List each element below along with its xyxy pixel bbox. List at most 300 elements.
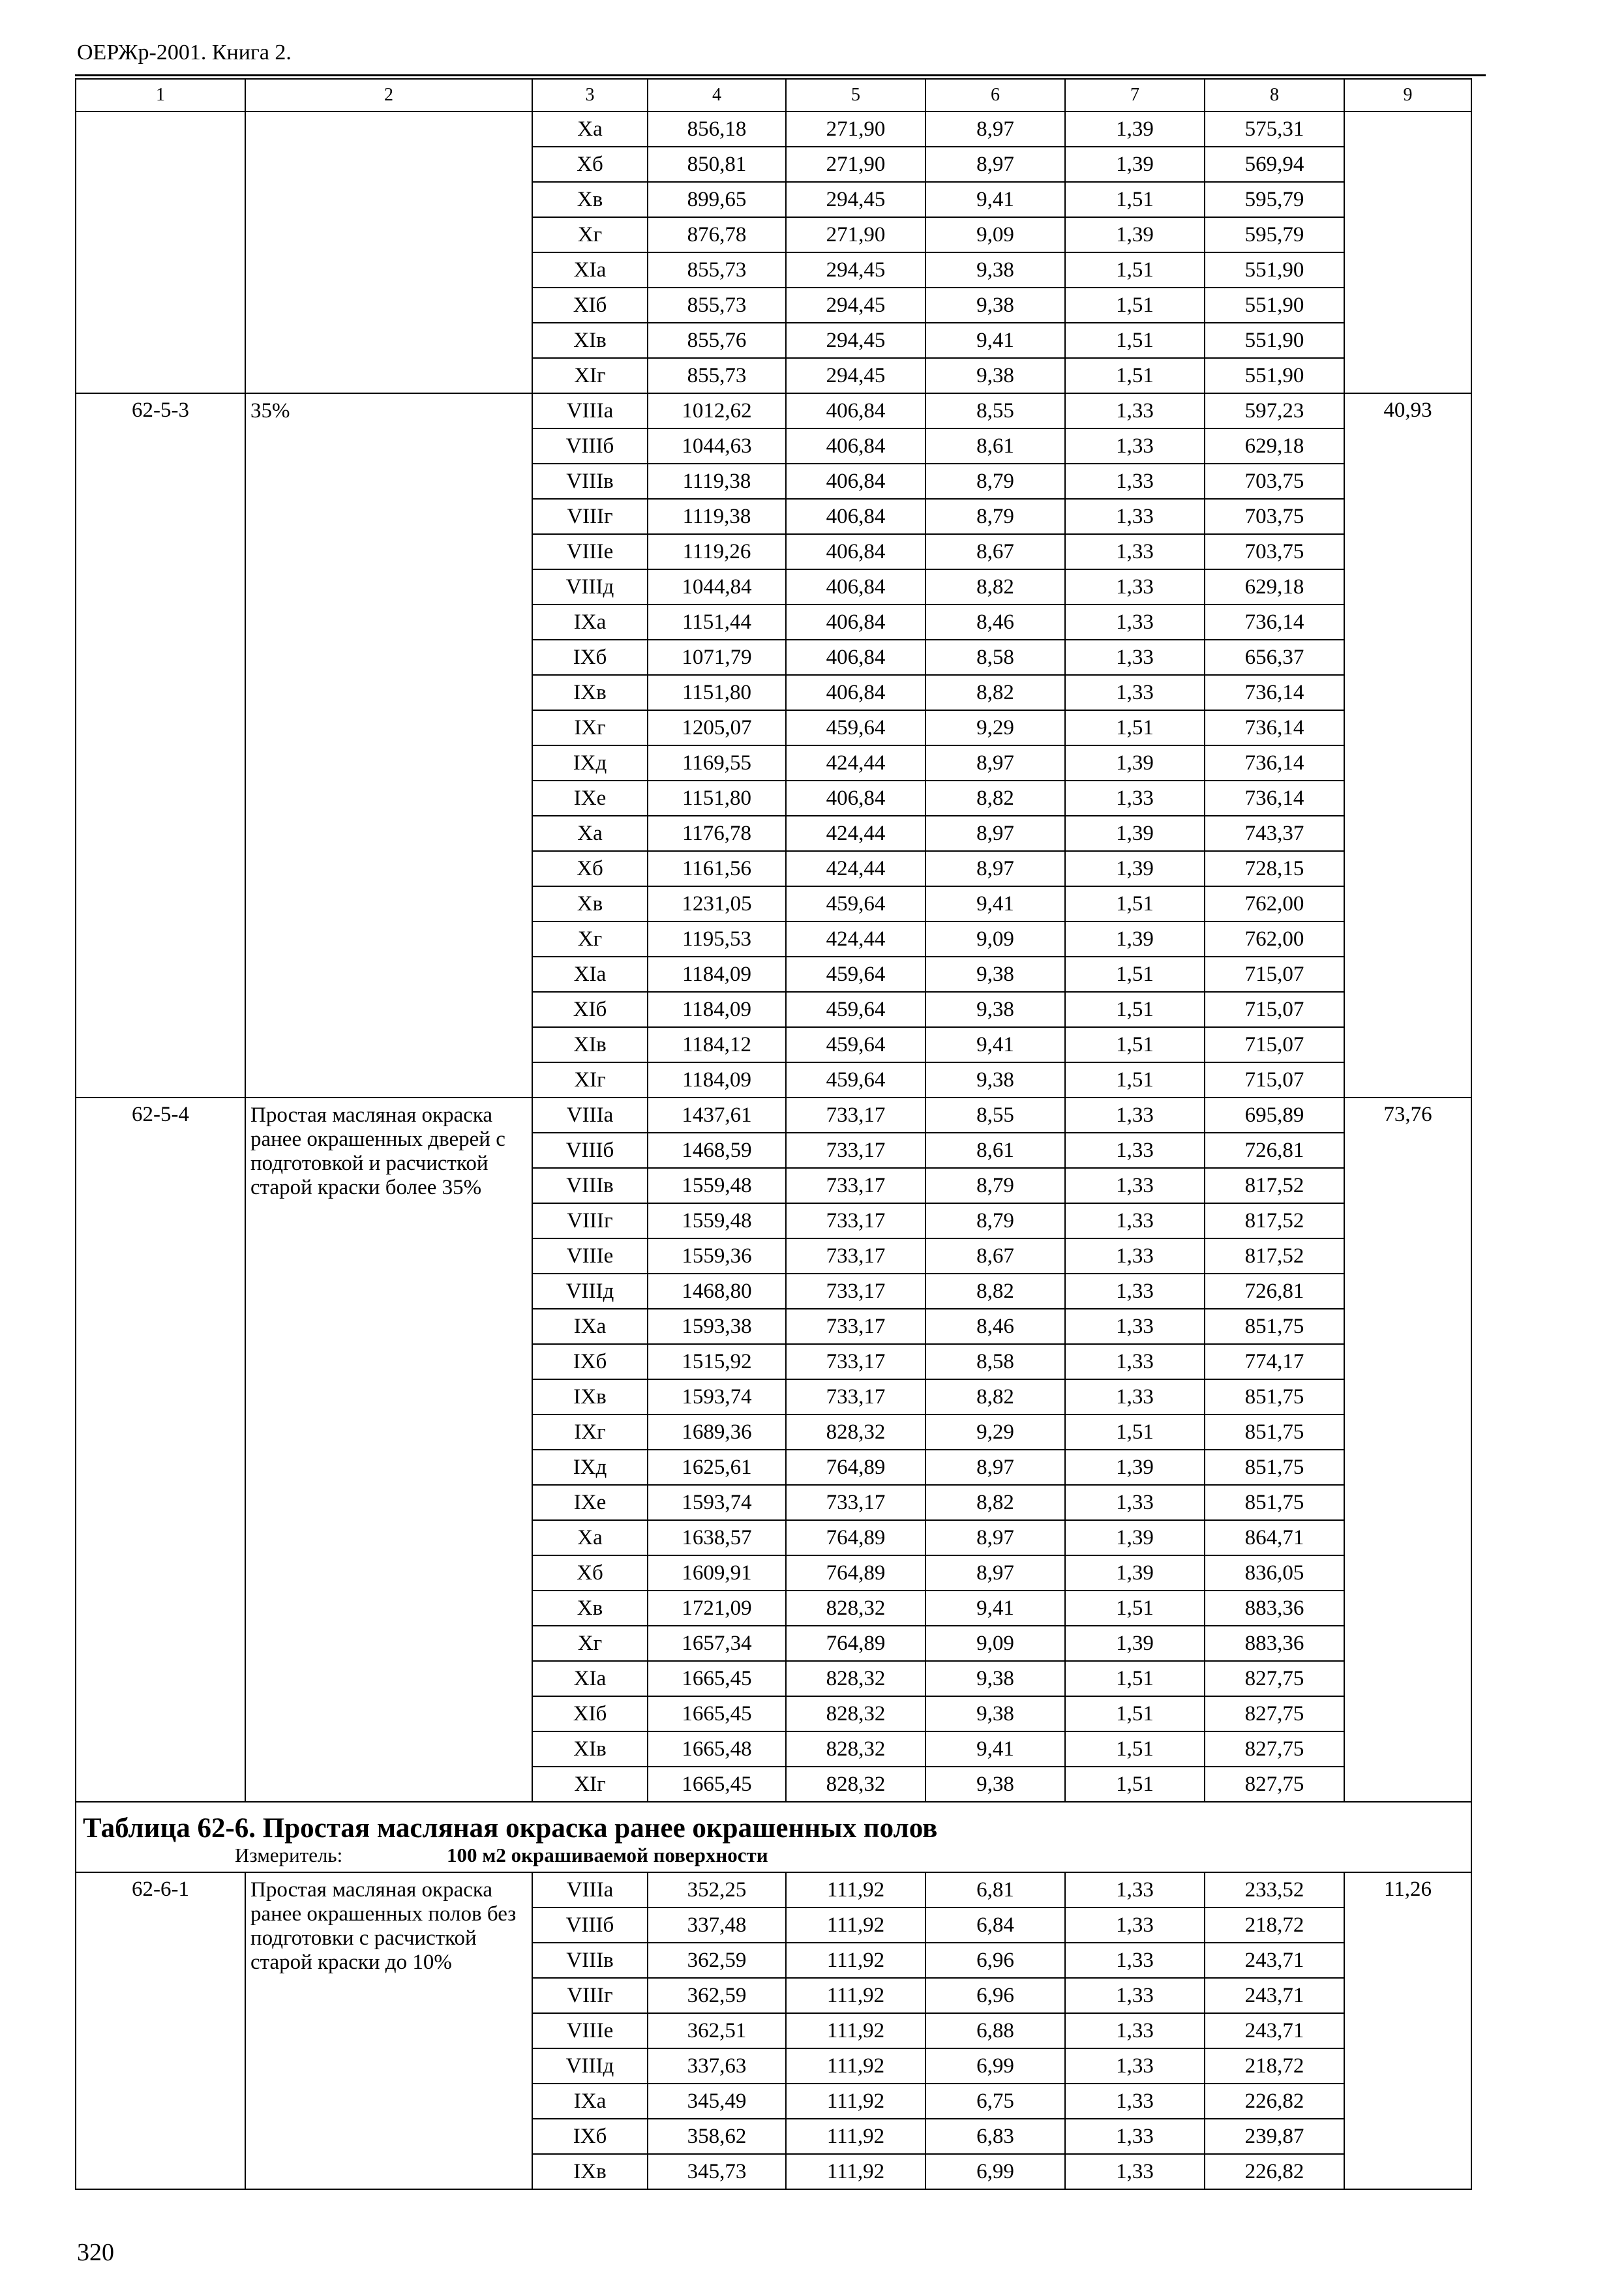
cell-col-4: 856,18	[648, 112, 786, 147]
cell-col-6: 8,46	[925, 1309, 1065, 1344]
cell-col-7: 1,33	[1065, 534, 1205, 569]
cell-col-8: 726,81	[1205, 1274, 1344, 1309]
cell-col-8: 226,82	[1205, 2154, 1344, 2189]
cell-col-7: 1,39	[1065, 1626, 1205, 1661]
cell-col-7: 1,51	[1065, 1414, 1205, 1450]
cell-col-4: 352,25	[648, 1872, 786, 1908]
cell-col-7: 1,33	[1065, 781, 1205, 816]
cell-col-6: 6,75	[925, 2084, 1065, 2119]
cell-col-5: 406,84	[786, 534, 925, 569]
cell-col-8: 243,71	[1205, 2013, 1344, 2048]
cell-col-6: 6,88	[925, 2013, 1065, 2048]
cell-col-8: 851,75	[1205, 1485, 1344, 1520]
cell-col-5: 764,89	[786, 1626, 925, 1661]
cell-col-5: 828,32	[786, 1767, 925, 1802]
cell-col-5: 406,84	[786, 605, 925, 640]
cell-col-4: 1119,38	[648, 464, 786, 499]
cell-col-8: 728,15	[1205, 851, 1344, 886]
cell-col-8: 715,07	[1205, 1027, 1344, 1062]
cell-col-7: 1,39	[1065, 1450, 1205, 1485]
cell-col-4: 1468,59	[648, 1133, 786, 1168]
cell-col-3: IXв	[532, 675, 648, 710]
cell-col-7: 1,33	[1065, 1908, 1205, 1943]
cell-col-8: 656,37	[1205, 640, 1344, 675]
cell-col-8: 703,75	[1205, 464, 1344, 499]
cell-col-3: VIIIг	[532, 499, 648, 534]
cell-col-5: 733,17	[786, 1168, 925, 1203]
cell-col-6: 9,09	[925, 921, 1065, 957]
cell-col-5: 406,84	[786, 464, 925, 499]
cell-col-7: 1,51	[1065, 1591, 1205, 1626]
cell-col-4: 1231,05	[648, 886, 786, 921]
cell-col-8: 851,75	[1205, 1379, 1344, 1414]
cell-col-3: VIIIб	[532, 1133, 648, 1168]
cell-col-3: Ха	[532, 816, 648, 851]
cell-col-5: 111,92	[786, 2013, 925, 2048]
cell-col-3: VIIIв	[532, 1168, 648, 1203]
row-description: Простая масляная окраска ранее окрашенных дверей с подготовкой и расчисткой старой краски более 35%	[245, 1098, 532, 1802]
cell-col-5: 424,44	[786, 745, 925, 781]
row-col9: 40,93	[1344, 393, 1471, 1098]
cell-col-8: 569,94	[1205, 147, 1344, 182]
table-row	[76, 112, 1471, 147]
cell-col-4: 855,73	[648, 252, 786, 288]
cell-col-4: 337,63	[648, 2048, 786, 2084]
cell-col-6: 9,38	[925, 1062, 1065, 1098]
column-number: 5	[786, 79, 925, 112]
row-description: Простая масляная окраска ранее окрашенных полов без подготовки с расчисткой старой краски до 10%	[245, 1872, 532, 2189]
cell-col-4: 1593,74	[648, 1485, 786, 1520]
cell-col-6: 8,82	[925, 675, 1065, 710]
cell-col-3: XIб	[532, 1696, 648, 1731]
cell-col-7: 1,33	[1065, 1168, 1205, 1203]
cell-col-7: 1,33	[1065, 1133, 1205, 1168]
cell-col-4: 1625,61	[648, 1450, 786, 1485]
cell-col-6: 8,58	[925, 640, 1065, 675]
cell-col-6: 6,99	[925, 2154, 1065, 2189]
cell-col-3: IXа	[532, 2084, 648, 2119]
cell-col-4: 855,73	[648, 358, 786, 393]
cell-col-3: VIIIе	[532, 534, 648, 569]
cell-col-8: 703,75	[1205, 499, 1344, 534]
cell-col-8: 629,18	[1205, 569, 1344, 605]
cell-col-7: 1,39	[1065, 1555, 1205, 1591]
cell-col-6: 8,82	[925, 1379, 1065, 1414]
cell-col-4: 345,73	[648, 2154, 786, 2189]
cell-col-3: VIIIв	[532, 464, 648, 499]
cell-col-4: 1437,61	[648, 1098, 786, 1133]
cell-col-8: 774,17	[1205, 1344, 1344, 1379]
column-number: 2	[245, 79, 532, 112]
cell-col-6: 8,79	[925, 1168, 1065, 1203]
cell-col-5: 459,64	[786, 710, 925, 745]
cell-col-3: Хг	[532, 921, 648, 957]
cell-col-8: 851,75	[1205, 1414, 1344, 1450]
cell-col-3: IXд	[532, 745, 648, 781]
cell-col-7: 1,51	[1065, 992, 1205, 1027]
cell-col-8: 736,14	[1205, 710, 1344, 745]
cell-col-7: 1,51	[1065, 358, 1205, 393]
cell-col-8: 883,36	[1205, 1626, 1344, 1661]
cell-col-3: XIг	[532, 358, 648, 393]
cell-col-4: 362,59	[648, 1943, 786, 1978]
cell-col-7: 1,39	[1065, 745, 1205, 781]
cell-col-3: XIа	[532, 252, 648, 288]
cell-col-5: 424,44	[786, 816, 925, 851]
cell-col-4: 855,73	[648, 288, 786, 323]
cell-col-6: 8,97	[925, 1520, 1065, 1555]
cell-col-7: 1,39	[1065, 1520, 1205, 1555]
cell-col-3: IXа	[532, 605, 648, 640]
cell-col-7: 1,33	[1065, 2154, 1205, 2189]
cell-col-6: 6,83	[925, 2119, 1065, 2154]
cell-col-5: 828,32	[786, 1414, 925, 1450]
cell-col-8: 551,90	[1205, 252, 1344, 288]
cell-col-6: 9,41	[925, 323, 1065, 358]
cell-col-3: VIIIа	[532, 393, 648, 428]
column-number: 1	[76, 79, 245, 112]
cell-col-3: VIIIд	[532, 569, 648, 605]
cell-col-6: 8,67	[925, 1238, 1065, 1274]
cell-col-4: 1184,09	[648, 1062, 786, 1098]
cell-col-5: 294,45	[786, 358, 925, 393]
cell-col-7: 1,33	[1065, 675, 1205, 710]
cell-col-3: VIIIе	[532, 1238, 648, 1274]
cell-col-4: 1012,62	[648, 393, 786, 428]
cell-col-8: 883,36	[1205, 1591, 1344, 1626]
cell-col-6: 8,97	[925, 745, 1065, 781]
cell-col-5: 294,45	[786, 323, 925, 358]
cell-col-4: 1161,56	[648, 851, 786, 886]
cell-col-8: 864,71	[1205, 1520, 1344, 1555]
cell-col-3: VIIIб	[532, 1908, 648, 1943]
row-code	[76, 112, 245, 393]
header-rule	[75, 74, 1486, 76]
cell-col-4: 1657,34	[648, 1626, 786, 1661]
cell-col-6: 9,29	[925, 1414, 1065, 1450]
cell-col-6: 8,58	[925, 1344, 1065, 1379]
cell-col-7: 1,33	[1065, 1344, 1205, 1379]
cell-col-6: 8,55	[925, 393, 1065, 428]
cell-col-7: 1,51	[1065, 182, 1205, 217]
column-number: 3	[532, 79, 648, 112]
cell-col-7: 1,51	[1065, 323, 1205, 358]
cell-col-6: 8,79	[925, 499, 1065, 534]
cell-col-3: Хб	[532, 147, 648, 182]
cell-col-5: 406,84	[786, 393, 925, 428]
cell-col-5: 828,32	[786, 1661, 925, 1696]
cell-col-5: 733,17	[786, 1309, 925, 1344]
cell-col-8: 551,90	[1205, 358, 1344, 393]
cell-col-7: 1,33	[1065, 2084, 1205, 2119]
cell-col-5: 733,17	[786, 1344, 925, 1379]
cell-col-7: 1,39	[1065, 816, 1205, 851]
cell-col-8: 226,82	[1205, 2084, 1344, 2119]
cell-col-3: Хв	[532, 886, 648, 921]
meter-value: 100 м2 окрашиваемой поверхности	[447, 1845, 768, 1866]
cell-col-5: 764,89	[786, 1520, 925, 1555]
cell-col-7: 1,51	[1065, 252, 1205, 288]
cell-col-7: 1,33	[1065, 1203, 1205, 1238]
cell-col-7: 1,33	[1065, 2048, 1205, 2084]
row-code: 62-6-1	[76, 1872, 245, 2189]
cell-col-7: 1,33	[1065, 1978, 1205, 2013]
cell-col-8: 827,75	[1205, 1661, 1344, 1696]
cell-col-3: VIIIб	[532, 428, 648, 464]
cell-col-8: 703,75	[1205, 534, 1344, 569]
cell-col-6: 8,82	[925, 569, 1065, 605]
cell-col-6: 8,82	[925, 1274, 1065, 1309]
table-row	[76, 393, 1471, 428]
cell-col-3: XIв	[532, 1731, 648, 1767]
cell-col-3: Хб	[532, 851, 648, 886]
cell-col-6: 8,97	[925, 1450, 1065, 1485]
cell-col-7: 1,33	[1065, 393, 1205, 428]
cell-col-4: 1184,09	[648, 992, 786, 1027]
cell-col-4: 1665,45	[648, 1696, 786, 1731]
cell-col-5: 459,64	[786, 1027, 925, 1062]
cell-col-3: VIIIд	[532, 2048, 648, 2084]
cell-col-6: 9,38	[925, 992, 1065, 1027]
cell-col-3: XIг	[532, 1767, 648, 1802]
cell-col-4: 1559,48	[648, 1168, 786, 1203]
cell-col-6: 8,61	[925, 1133, 1065, 1168]
cell-col-7: 1,51	[1065, 710, 1205, 745]
cell-col-6: 9,29	[925, 710, 1065, 745]
cell-col-3: VIIIе	[532, 2013, 648, 2048]
price-table	[75, 78, 1472, 2190]
cell-col-3: Ха	[532, 1520, 648, 1555]
cell-col-8: 597,23	[1205, 393, 1344, 428]
cell-col-5: 111,92	[786, 2084, 925, 2119]
cell-col-6: 9,38	[925, 288, 1065, 323]
meter-label: Измеритель:	[235, 1845, 343, 1866]
cell-col-7: 1,33	[1065, 1309, 1205, 1344]
cell-col-5: 271,90	[786, 112, 925, 147]
cell-col-5: 733,17	[786, 1098, 925, 1133]
page-number: 320	[77, 2239, 114, 2266]
row-code: 62-5-4	[76, 1098, 245, 1802]
cell-col-5: 111,92	[786, 2154, 925, 2189]
cell-col-4: 855,76	[648, 323, 786, 358]
cell-col-4: 1665,45	[648, 1661, 786, 1696]
cell-col-8: 595,79	[1205, 182, 1344, 217]
cell-col-4: 1184,09	[648, 957, 786, 992]
cell-col-3: XIа	[532, 1661, 648, 1696]
table-row	[76, 1098, 1471, 1133]
cell-col-6: 9,09	[925, 1626, 1065, 1661]
cell-col-7: 1,33	[1065, 428, 1205, 464]
cell-col-4: 358,62	[648, 2119, 786, 2154]
cell-col-5: 406,84	[786, 675, 925, 710]
cell-col-3: XIа	[532, 957, 648, 992]
cell-col-7: 1,33	[1065, 2119, 1205, 2154]
cell-col-5: 733,17	[786, 1379, 925, 1414]
cell-col-6: 9,41	[925, 182, 1065, 217]
cell-col-4: 1151,44	[648, 605, 786, 640]
cell-col-3: Хв	[532, 1591, 648, 1626]
cell-col-6: 9,38	[925, 1661, 1065, 1696]
cell-col-7: 1,33	[1065, 1379, 1205, 1414]
cell-col-3: VIIIа	[532, 1872, 648, 1908]
cell-col-8: 851,75	[1205, 1309, 1344, 1344]
cell-col-5: 459,64	[786, 992, 925, 1027]
cell-col-6: 9,38	[925, 1696, 1065, 1731]
cell-col-5: 828,32	[786, 1591, 925, 1626]
cell-col-3: IXе	[532, 1485, 648, 1520]
cell-col-7: 1,33	[1065, 1098, 1205, 1133]
cell-col-5: 828,32	[786, 1696, 925, 1731]
cell-col-6: 9,38	[925, 358, 1065, 393]
cell-col-7: 1,33	[1065, 640, 1205, 675]
cell-col-4: 1593,74	[648, 1379, 786, 1414]
cell-col-6: 8,97	[925, 1555, 1065, 1591]
cell-col-3: Хг	[532, 217, 648, 252]
cell-col-7: 1,33	[1065, 1238, 1205, 1274]
cell-col-5: 294,45	[786, 288, 925, 323]
meter-cell	[76, 1845, 1471, 1872]
meter-row	[76, 1845, 1471, 1872]
cell-col-8: 736,14	[1205, 605, 1344, 640]
cell-col-6: 6,84	[925, 1908, 1065, 1943]
cell-col-8: 827,75	[1205, 1731, 1344, 1767]
row-code: 62-5-3	[76, 393, 245, 1098]
cell-col-8: 726,81	[1205, 1133, 1344, 1168]
cell-col-4: 876,78	[648, 217, 786, 252]
cell-col-7: 1,51	[1065, 957, 1205, 992]
column-number-row	[76, 79, 1471, 112]
cell-col-4: 850,81	[648, 147, 786, 182]
cell-col-5: 764,89	[786, 1450, 925, 1485]
column-number: 6	[925, 79, 1065, 112]
cell-col-8: 817,52	[1205, 1168, 1344, 1203]
cell-col-4: 1044,63	[648, 428, 786, 464]
cell-col-5: 764,89	[786, 1555, 925, 1591]
cell-col-3: XIв	[532, 1027, 648, 1062]
cell-col-3: VIIIг	[532, 1203, 648, 1238]
cell-col-4: 1689,36	[648, 1414, 786, 1450]
cell-col-3: IXв	[532, 1379, 648, 1414]
table-title-row	[76, 1802, 1471, 1845]
cell-col-8: 743,37	[1205, 816, 1344, 851]
cell-col-6: 9,09	[925, 217, 1065, 252]
cell-col-3: IXб	[532, 2119, 648, 2154]
cell-col-5: 111,92	[786, 1908, 925, 1943]
cell-col-6: 8,97	[925, 851, 1065, 886]
cell-col-8: 218,72	[1205, 1908, 1344, 1943]
running-header: ОЕРЖр-2001. Книга 2.	[77, 40, 292, 65]
cell-col-8: 629,18	[1205, 428, 1344, 464]
cell-col-5: 459,64	[786, 886, 925, 921]
cell-col-5: 294,45	[786, 182, 925, 217]
cell-col-4: 1205,07	[648, 710, 786, 745]
cell-col-4: 899,65	[648, 182, 786, 217]
cell-col-7: 1,51	[1065, 1696, 1205, 1731]
cell-col-4: 337,48	[648, 1908, 786, 1943]
cell-col-5: 733,17	[786, 1274, 925, 1309]
cell-col-7: 1,39	[1065, 851, 1205, 886]
cell-col-5: 271,90	[786, 147, 925, 182]
cell-col-4: 1665,48	[648, 1731, 786, 1767]
cell-col-5: 271,90	[786, 217, 925, 252]
cell-col-3: Хв	[532, 182, 648, 217]
cell-col-3: XIв	[532, 323, 648, 358]
cell-col-5: 424,44	[786, 851, 925, 886]
cell-col-7: 1,33	[1065, 1872, 1205, 1908]
cell-col-7: 1,39	[1065, 147, 1205, 182]
cell-col-6: 9,38	[925, 1767, 1065, 1802]
cell-col-4: 345,49	[648, 2084, 786, 2119]
cell-col-3: IXв	[532, 2154, 648, 2189]
cell-col-8: 715,07	[1205, 957, 1344, 992]
cell-col-3: XIг	[532, 1062, 648, 1098]
cell-col-6: 9,41	[925, 886, 1065, 921]
row-col9: 11,26	[1344, 1872, 1471, 2189]
cell-col-7: 1,51	[1065, 288, 1205, 323]
cell-col-6: 8,61	[925, 428, 1065, 464]
cell-col-5: 733,17	[786, 1485, 925, 1520]
cell-col-3: VIIIа	[532, 1098, 648, 1133]
cell-col-4: 1071,79	[648, 640, 786, 675]
cell-col-6: 8,67	[925, 534, 1065, 569]
cell-col-5: 424,44	[786, 921, 925, 957]
cell-col-3: IXг	[532, 1414, 648, 1450]
cell-col-7: 1,51	[1065, 1661, 1205, 1696]
table-body	[76, 79, 1471, 2189]
cell-col-7: 1,33	[1065, 1485, 1205, 1520]
cell-col-3: IXе	[532, 781, 648, 816]
cell-col-3: VIIIв	[532, 1943, 648, 1978]
cell-col-7: 1,51	[1065, 1767, 1205, 1802]
cell-col-8: 817,52	[1205, 1203, 1344, 1238]
cell-col-4: 362,59	[648, 1978, 786, 2013]
cell-col-6: 8,46	[925, 605, 1065, 640]
column-number: 9	[1344, 79, 1471, 112]
cell-col-7: 1,33	[1065, 1943, 1205, 1978]
cell-col-5: 459,64	[786, 957, 925, 992]
cell-col-8: 595,79	[1205, 217, 1344, 252]
cell-col-6: 6,96	[925, 1943, 1065, 1978]
cell-col-5: 406,84	[786, 781, 925, 816]
cell-col-3: Хг	[532, 1626, 648, 1661]
cell-col-6: 8,97	[925, 816, 1065, 851]
cell-col-5: 733,17	[786, 1133, 925, 1168]
cell-col-5: 459,64	[786, 1062, 925, 1098]
cell-col-8: 836,05	[1205, 1555, 1344, 1591]
cell-col-7: 1,33	[1065, 605, 1205, 640]
cell-col-8: 551,90	[1205, 323, 1344, 358]
cell-col-8: 239,87	[1205, 2119, 1344, 2154]
cell-col-4: 1665,45	[648, 1767, 786, 1802]
cell-col-3: IXб	[532, 1344, 648, 1379]
cell-col-6: 8,55	[925, 1098, 1065, 1133]
column-number: 7	[1065, 79, 1205, 112]
cell-col-8: 827,75	[1205, 1696, 1344, 1731]
cell-col-7: 1,51	[1065, 1027, 1205, 1062]
cell-col-8: 243,71	[1205, 1943, 1344, 1978]
cell-col-8: 551,90	[1205, 288, 1344, 323]
row-col9: 73,76	[1344, 1098, 1471, 1802]
cell-col-4: 1184,12	[648, 1027, 786, 1062]
cell-col-6: 9,41	[925, 1591, 1065, 1626]
cell-col-3: IXг	[532, 710, 648, 745]
cell-col-8: 736,14	[1205, 745, 1344, 781]
cell-col-5: 733,17	[786, 1238, 925, 1274]
cell-col-7: 1,39	[1065, 112, 1205, 147]
cell-col-7: 1,39	[1065, 921, 1205, 957]
table-title: Таблица 62-6. Простая масляная окраска ранее окрашенных полов	[76, 1802, 1471, 1845]
cell-col-3: VIIIг	[532, 1978, 648, 2013]
